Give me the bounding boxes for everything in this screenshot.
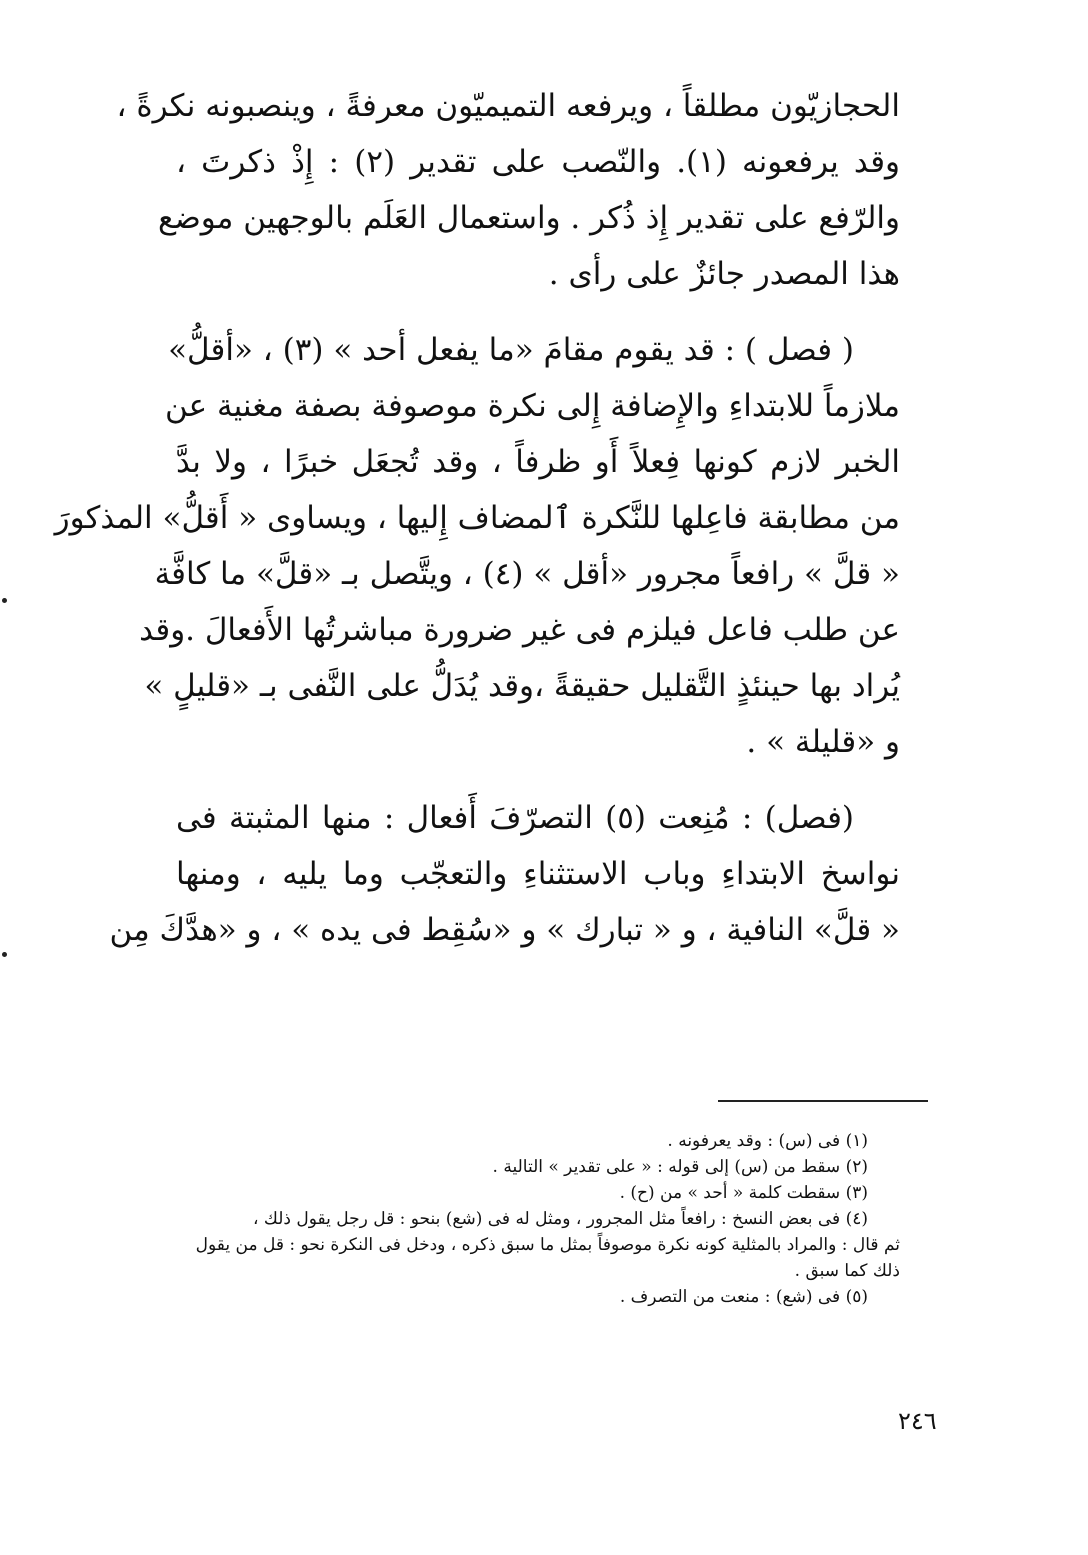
paragraph bbox=[116, 78, 900, 302]
footnote-separator bbox=[718, 1100, 928, 1102]
text-line: والرّفع على تقدير إِذ ذُكر . واستعمال العَلَم بالوجهين موضع bbox=[157, 200, 900, 236]
footnote: (١) فى (س) : وقد يعرفونه . bbox=[667, 1131, 868, 1151]
text-line: الخبر لازم كونها فِعلاً أَو ظرفاً ، وقد تُجعَل خبرًا ، ولا بدَّ bbox=[176, 444, 900, 480]
footnotes bbox=[176, 1128, 900, 1310]
paragraph bbox=[54, 322, 900, 770]
footnote: (٢) سقط من (س) إلى قوله : « على تقدير » التالية . bbox=[492, 1157, 868, 1177]
text-line: « قلَّ» النافية ، و « تبارك » و «سُقِط فى يده » ، و «هدَّكَ مِن bbox=[109, 912, 900, 948]
text-line: عن طلب فاعل فيلزم فى غير ضرورة مباشرتُها الأَفعالَ .وقد bbox=[139, 612, 900, 648]
footnote-continuation: ذلك كما سبق . bbox=[794, 1261, 900, 1281]
text-line: نواسخ الابتداءِ وباب الاستثناءِ والتعجّب وما يليه ، ومنها bbox=[176, 856, 900, 892]
text-line: ( فصل ) : قد يقوم مقامَ «ما يفعل أحد » (٣) ، «أقلُّ» bbox=[168, 332, 854, 368]
text-line: ملازماً للابتداءِ والإِضافة إِلى نكرة موصوفة بصفة مغنية عن bbox=[165, 388, 900, 424]
footnote: (٥) فى (شع) : منعت من التصرف . bbox=[619, 1287, 868, 1307]
text-line: يُراد بها حينئذٍ التَّقليل حقيقةً ،وقد يُدَلُّ على النَّفى بـ «قليلٍ » bbox=[144, 668, 900, 704]
text-line: هذا المصدر جائزٌ على رأى . bbox=[548, 256, 900, 292]
scan-mark bbox=[2, 598, 7, 603]
footnote: (٤) فى بعض النسخ : رافعاً مثل المجرور ، ومثل له فى (شع) بنحو : قل رجل يقول ذلك ، bbox=[252, 1209, 868, 1229]
footnote-continuation: ثم قال : والمراد بالمثلية كونه نكرة موصوفاً بمثل ما سبق ذكره ، ودخل فى النكرة نحو : قل من يقول bbox=[195, 1235, 900, 1255]
page-number: ٢٤٦ bbox=[898, 1407, 937, 1435]
main-text bbox=[54, 78, 900, 958]
scan-mark bbox=[2, 952, 7, 957]
paragraph bbox=[109, 790, 900, 958]
text-line: من مطابقة فاعِلها للنَّكرة ٱلمضاف إِليها ، ويساوى « أَقلُّ» المذكورَ bbox=[54, 500, 900, 536]
text-line: وقد يرفعونه (١). والنّصب على تقدير (٢) : إِذْ ذكرتَ ، bbox=[176, 144, 900, 180]
text-line: « قلَّ » رافعاً مجرور «أقل » (٤) ، ويتَّصل بـ «قلَّ» ما كافَّة bbox=[154, 556, 900, 592]
text-line: الحجازيّون مطلقاً ، ويرفعه التميميّون معرفةً ، وينصبونه نكرةً ، bbox=[116, 88, 900, 124]
text-line: و «قليلة » . bbox=[746, 724, 900, 760]
text-line: (فصل) : مُنِعت (٥) التصرّفَ أَفعال : منها المثبتة فى bbox=[176, 800, 854, 836]
footnote: (٣) سقطت كلمة « أحد » من (ح) . bbox=[619, 1183, 868, 1203]
